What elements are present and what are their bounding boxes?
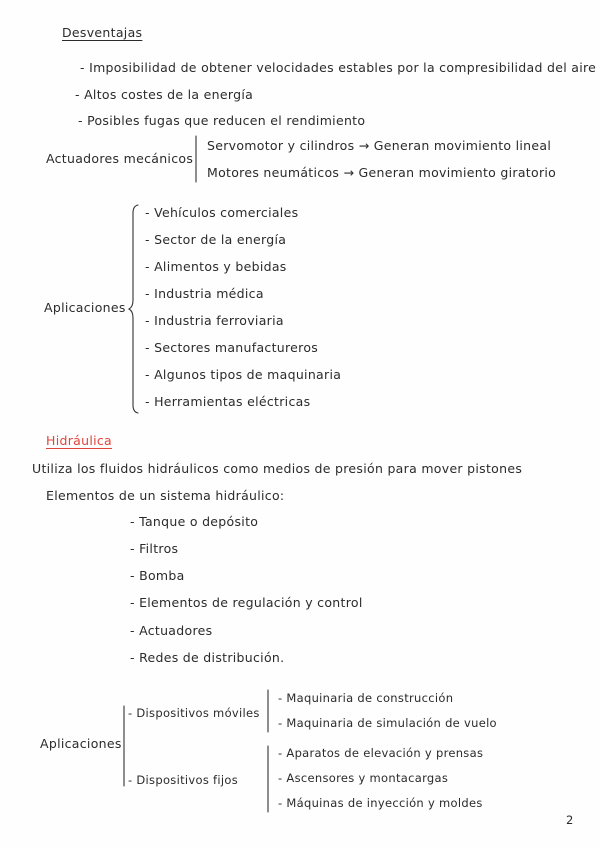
- aplicacion-item-6: - Sectores manufactureros: [145, 340, 319, 355]
- section-title-hidraulica: Hidráulica: [46, 433, 113, 448]
- elementos-label: Elementos de un sistema hidráulico:: [46, 488, 285, 503]
- aplicacion-item-7: - Algunos tipos de maquinaria: [145, 367, 342, 382]
- fijo-item-2: - Ascensores y montacargas: [278, 771, 449, 785]
- aplicacion-item-1: - Vehículos comerciales: [145, 205, 299, 220]
- movil-item-2: - Maquinaria de simulación de vuelo: [278, 716, 497, 730]
- desventaja-item-3: - Posibles fugas que reducen el rendimiento: [78, 113, 366, 128]
- elemento-item-3: - Bomba: [130, 568, 185, 583]
- hidraulica-intro: Utiliza los fluidos hidráulicos como medios de presión para mover pistones: [32, 461, 523, 476]
- aplicaciones-brace-1: [128, 203, 142, 415]
- dispositivos-moviles-label: - Dispositivos móviles: [128, 706, 260, 720]
- fijo-item-3: - Máquinas de inyección y moldes: [278, 796, 483, 810]
- aplicacion-item-8: - Herramientas eléctricas: [145, 394, 311, 409]
- actuadores-brace: [192, 134, 200, 184]
- aplicaciones-label-1: Aplicaciones: [44, 300, 126, 315]
- actuador-item-2: Motores neumáticos → Generan movimiento giratorio: [207, 165, 557, 180]
- elemento-item-5: - Actuadores: [130, 623, 213, 638]
- movil-item-1: - Maquinaria de construcción: [278, 691, 454, 705]
- aplicacion-item-5: - Industria ferroviaria: [145, 313, 284, 328]
- desventaja-item-2: - Altos costes de la energía: [75, 87, 254, 102]
- page-number: 2: [566, 813, 574, 827]
- desventaja-item-1: - Imposibilidad de obtener velocidades estables por la compresibilidad del aire: [80, 60, 597, 75]
- aplicacion-item-4: - Industria médica: [145, 286, 264, 301]
- actuador-item-1: Servomotor y cilindros → Generan movimiento lineal: [207, 138, 552, 153]
- actuadores-label: Actuadores mecánicos: [46, 151, 194, 166]
- fijos-brace: [264, 744, 272, 814]
- aplicacion-item-3: - Alimentos y bebidas: [145, 259, 287, 274]
- elemento-item-1: - Tanque o depósito: [130, 514, 259, 529]
- elemento-item-6: - Redes de distribución.: [130, 650, 285, 665]
- elemento-item-4: - Elementos de regulación y control: [130, 595, 363, 610]
- fijo-item-1: - Aparatos de elevación y prensas: [278, 746, 484, 760]
- moviles-brace: [264, 688, 272, 734]
- aplicaciones-label-2: Aplicaciones: [40, 736, 122, 751]
- aplicacion-item-2: - Sector de la energía: [145, 232, 287, 247]
- elemento-item-2: - Filtros: [130, 541, 179, 556]
- dispositivos-fijos-label: - Dispositivos fijos: [128, 773, 239, 787]
- section-title-desventajas: Desventajas: [62, 25, 143, 40]
